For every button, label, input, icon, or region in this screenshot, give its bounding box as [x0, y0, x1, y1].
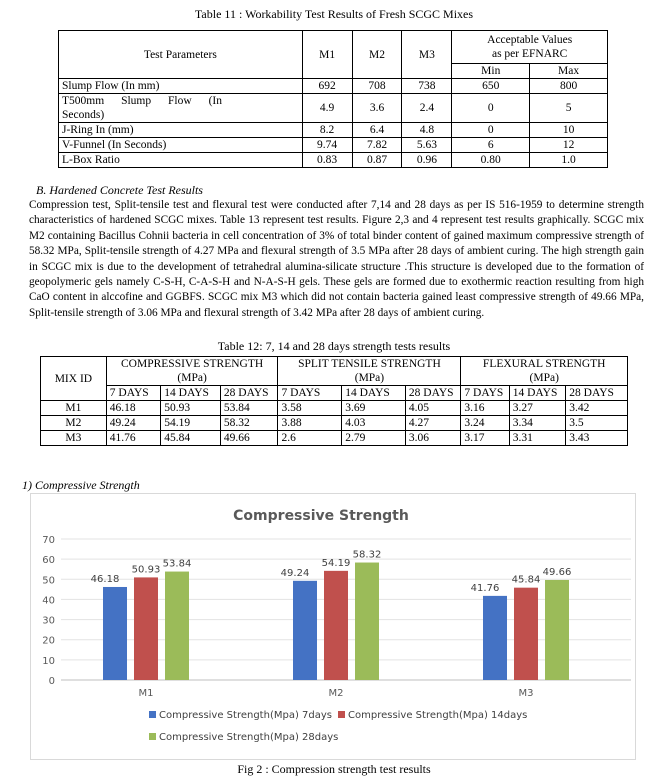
legend-label: Compressive Strength(Mpa) 14days	[348, 710, 528, 721]
compressive-28-days-header: 28 DAYS	[220, 386, 278, 401]
value-cell: 3.42	[566, 401, 628, 416]
value-cell: 2.6	[278, 431, 342, 446]
bar	[103, 587, 127, 680]
m3-cell: 2.4	[402, 94, 452, 123]
y-tick-label: 0	[48, 676, 55, 687]
value-cell: 3.5	[566, 416, 628, 431]
min-cell: 0	[452, 123, 530, 138]
table-12	[40, 356, 628, 446]
max-cell: 10	[530, 123, 608, 138]
max-cell: 1.0	[530, 153, 608, 168]
split-7-days-header: 7 DAYS	[278, 386, 342, 401]
m1-cell: 4.9	[302, 94, 352, 123]
max-cell: 800	[530, 79, 608, 94]
split-tensile-strength-header	[278, 357, 461, 386]
value-cell: 58.32	[220, 416, 278, 431]
section-b-heading: B. Hardened Concrete Test Results	[36, 183, 203, 197]
x-tick-label: M2	[328, 688, 344, 699]
y-tick-label: 50	[42, 575, 55, 587]
value-cell: 4.27	[405, 416, 461, 431]
y-tick-label: 60	[42, 555, 55, 567]
max-cell: 5	[530, 94, 608, 123]
table-row	[59, 138, 608, 153]
param-cell: Slump Flow (In mm)	[59, 79, 303, 94]
bar	[545, 580, 569, 680]
test-parameters-header: Test Parameters	[59, 31, 303, 79]
table-row	[59, 94, 608, 123]
max-cell: 12	[530, 138, 608, 153]
acceptable-values-line2: as per EFNARC	[491, 48, 568, 60]
param-text: T500mm Slump Flow (In Seconds)	[62, 95, 222, 121]
value-cell: 4.03	[342, 416, 406, 431]
m2-cell: 6.4	[352, 123, 402, 138]
subsection-1-heading: 1) Compressive Strength	[22, 478, 140, 492]
data-label: 46.18	[90, 573, 120, 585]
value-cell: 3.43	[566, 431, 628, 446]
param-cell: V-Funnel (In Seconds)	[59, 138, 303, 153]
value-cell: 49.24	[106, 416, 160, 431]
param-cell: L-Box Ratio	[59, 153, 303, 168]
m3-cell: 4.8	[402, 123, 452, 138]
mix-id-header: MIX ID	[41, 357, 107, 401]
compressive-header-unit: (MPa)	[177, 372, 207, 384]
table-row	[59, 79, 608, 94]
compressive-7-days-header: 7 DAYS	[106, 386, 160, 401]
flexural-7-days-header: 7 DAYS	[461, 386, 509, 401]
table-11	[58, 30, 608, 168]
data-label: 45.84	[511, 574, 541, 586]
compressive-strength-header	[106, 357, 278, 386]
m2-header: M2	[352, 31, 402, 79]
param-cell	[59, 94, 303, 123]
compressive-strength-chart-frame	[30, 493, 636, 760]
split-header-unit: (MPa)	[354, 372, 385, 384]
min-header: Min	[452, 64, 530, 79]
m1-cell: 0.83	[302, 153, 352, 168]
value-cell: 41.76	[106, 431, 160, 446]
flexural-header-line1: FLEXURAL STRENGTH	[482, 358, 606, 370]
data-label: 53.84	[162, 558, 192, 570]
chart-title: Compressive Strength	[233, 508, 409, 524]
chart-legend	[149, 710, 527, 743]
bar	[483, 596, 507, 680]
value-cell: 3.06	[405, 431, 461, 446]
m1-cell: 8.2	[302, 123, 352, 138]
chart-bars	[103, 563, 569, 680]
data-label: 41.76	[470, 582, 500, 594]
split-14-days-header: 14 DAYS	[342, 386, 406, 401]
flexural-28-days-header: 28 DAYS	[566, 386, 628, 401]
figure-2-caption: Fig 2 : Compression strength test results	[237, 762, 431, 776]
min-cell: 0.80	[452, 153, 530, 168]
bar	[514, 588, 538, 680]
value-cell: 3.88	[278, 416, 342, 431]
value-cell: 45.84	[161, 431, 221, 446]
mix-id-cell: M3	[41, 431, 107, 446]
split-28-days-header: 28 DAYS	[405, 386, 461, 401]
mix-id-cell: M2	[41, 416, 107, 431]
bar	[293, 581, 317, 680]
flexural-header-unit: (MPa)	[529, 372, 559, 384]
m1-cell: 9.74	[302, 138, 352, 153]
value-cell: 3.24	[461, 416, 509, 431]
value-cell: 46.18	[106, 401, 160, 416]
value-cell: 3.69	[342, 401, 406, 416]
y-tick-label: 70	[42, 535, 55, 546]
bar	[324, 571, 348, 680]
table-row	[59, 153, 608, 168]
value-cell: 54.19	[161, 416, 221, 431]
split-header-line1: SPLIT TENSILE STRENGTH	[298, 358, 441, 370]
value-cell: 3.34	[509, 416, 566, 431]
max-header: Max	[530, 64, 608, 79]
acceptable-values-line1: Acceptable Values	[487, 34, 573, 46]
compressive-header-line1: COMPRESSIVE STRENGTH	[121, 358, 264, 370]
bar	[134, 577, 158, 680]
y-tick-label: 30	[42, 615, 55, 627]
value-cell: 4.05	[405, 401, 461, 416]
mix-id-cell: M1	[41, 401, 107, 416]
legend-swatch	[338, 711, 345, 718]
flexural-strength-header	[461, 357, 628, 386]
table-12-caption: Table 12: 7, 14 and 28 days strength tests results	[217, 339, 451, 353]
value-cell: 50.93	[161, 401, 221, 416]
min-cell: 6	[452, 138, 530, 153]
y-tick-label: 20	[42, 635, 55, 647]
legend-label: Compressive Strength(Mpa) 7days	[159, 710, 332, 721]
m2-cell: 3.6	[352, 94, 402, 123]
x-tick-label: M1	[138, 688, 154, 699]
compressive-strength-chart	[31, 494, 635, 759]
m3-header: M3	[402, 31, 452, 79]
table-row	[41, 416, 628, 431]
value-cell: 49.66	[220, 431, 278, 446]
value-cell: 3.16	[461, 401, 509, 416]
m3-cell: 738	[402, 79, 452, 94]
m2-cell: 7.82	[352, 138, 402, 153]
acceptable-values-header	[452, 31, 608, 64]
table-row	[59, 123, 608, 138]
y-axis-ticks	[42, 535, 55, 687]
m1-cell: 692	[302, 79, 352, 94]
m2-cell: 0.87	[352, 153, 402, 168]
value-cell: 3.58	[278, 401, 342, 416]
value-cell: 3.17	[461, 431, 509, 446]
data-label: 50.93	[131, 564, 161, 576]
legend-swatch	[149, 711, 156, 718]
table-row	[41, 431, 628, 446]
x-tick-label: M3	[518, 688, 534, 699]
param-cell: J-Ring In (mm)	[59, 123, 303, 138]
min-cell: 0	[452, 94, 530, 123]
m1-header: M1	[302, 31, 352, 79]
table-11-caption: Table 11 : Workability Test Results of Fresh SCGC Mixes	[194, 7, 474, 21]
m3-cell: 5.63	[402, 138, 452, 153]
m2-cell: 708	[352, 79, 402, 94]
x-axis-ticks	[139, 688, 534, 699]
bar	[355, 563, 379, 680]
data-label: 49.24	[280, 567, 310, 579]
flexural-14-days-header: 14 DAYS	[509, 386, 566, 401]
data-label: 49.66	[542, 566, 572, 578]
value-cell: 53.84	[220, 401, 278, 416]
bar	[165, 572, 189, 680]
value-cell: 2.79	[342, 431, 406, 446]
y-tick-label: 10	[42, 655, 55, 667]
table-row	[41, 401, 628, 416]
legend-swatch	[149, 733, 156, 740]
min-cell: 650	[452, 79, 530, 94]
value-cell: 3.31	[509, 431, 566, 446]
data-label: 54.19	[321, 557, 351, 569]
data-label: 58.32	[352, 549, 382, 561]
legend-label: Compressive Strength(Mpa) 28days	[159, 732, 339, 743]
m3-cell: 0.96	[402, 153, 452, 168]
compressive-14-days-header: 14 DAYS	[161, 386, 221, 401]
section-b-paragraph: Compression test, Split-tensile test and flexural test were conducted after 7,14 and 28 days as per IS 516-1959 to determine strength characteristics of hardened SCGC mixes. Table 13 represent test results. Figure 2,3 and 4 represent test results graphically. SCGC mix M2 containing Bacillus Cohnii bacteria in cell concentration of 3% of total binder content of gained maximum compressive strength of 58.32 MPa, Split-tensile strength of 4.27 MPa and flexural strength of 3.5 MPa after 28 days of ambient curing. The high strength gain in SCGC mix is due to the development of tetrahedral alumina-silicate structure .This structure is developed due to the formation of geopolymeric gels namely C-S-H, C-A-S-H and N-A-S-H gels. These gels are formed due to exothermic reaction resulting from high CaO content in alccofine and GGBFS. SCGC mix M3 which did not contain bacteria gained least compressive strength of 49.66 MPa, Split-tensile strength of 3.06 MPa and flexural strength of 3.42 MPa after 28 days of ambient curing.	[29, 199, 644, 319]
value-cell: 3.27	[509, 401, 566, 416]
y-tick-label: 40	[42, 595, 55, 607]
